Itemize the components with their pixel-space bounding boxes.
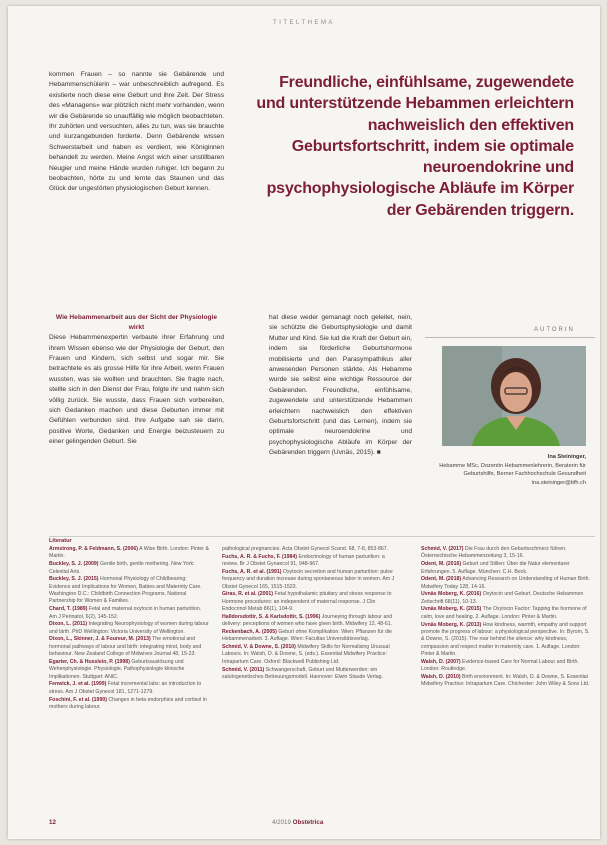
reference-text: The emotional and hormonal pathways of labour and birth: integrating mind, body and behaviour. New Zealand College of Midwives Journal 48, 15-23. <box>49 636 202 658</box>
reference-text: Fetal incremental labs: an introduction to stress. Am J Obstet Gynecol 181, 1271-1279. <box>49 681 202 695</box>
body-paragraph: hat diese weder gemanagt noch geleitet, nein, sie schützte die Geburtsphysiologie und damit Mutter und Kind. Sie lud die Kraft der Geburt ein, indem sie förderliche Geburtshormone mobilisierte und den Parasympathikus aller anwesenden Personen stärkte. Als Hebamme wurde sie selbst eine wichtige Ressource der Gebärenden. Freundliche, einfühlsame, zugewendete und unterstützende Hebammen erleichtern nachweislich den effektiven Geburtsfortschritt (und das Lernen), indem sie optimale neuroendokrine und psychophysiologische Abläufe im Körper der Gebärenden triggern (Uvnäs, 2015). ■ <box>269 314 412 457</box>
reference-entry <box>421 561 593 576</box>
reference-author: Egarter, Ch. & Husslein, P. (1998) <box>49 658 130 665</box>
body-paragraph: Diese Hebammenexpertin verbaute ihrer Erfahrung und ihrem Wissen ebenso wie der Physiologie der Geburt, den Frauen und Kindern, sich selbst und sogar mir. Sie betrachtete es als grosse Hilfe für ihre Arbeit, wenn Frauen wussten, was sie wollten und brauchten. Sie fragte nach, stellte sich in den Dienst der Frau, folgte ihr und nahm sich völlig zurück. Sie wusste, dass Frauen sich vorbereiten, sich Gedanken machen und diese Geburten immer mit Gefühlen verbunden sind. Ihre Aufgabe sah sie darin, positive Worte, Gedanken und Energie beizusteuern zu einer gelingenden Geburt. Sie <box>49 334 224 446</box>
reference-author: Fuchs, A. R. & Fuchs, F. (1984) <box>222 553 298 560</box>
reference-author: Fenwick, J. et al. (1999) <box>49 681 107 688</box>
reference-entry <box>222 591 397 613</box>
reference-entry <box>421 659 593 674</box>
reference-entry <box>421 546 593 561</box>
reference-author: Foschini, F. et al. (1990) <box>49 696 107 703</box>
reference-text: Die Frau durch den Geburtsschmerz führen. Österreichische Hebammenzeitung 3, 15-16. <box>421 546 567 560</box>
reference-author: Halldorsdottir, S. & Karlsdottir, S. (1996) <box>222 613 321 620</box>
reference-author: Odent, M. (2018) <box>421 576 462 583</box>
body-paragraph: kommen Frauen – so nannte sie Gebärende und Hebammenschülerin – war unbeschreiblich aufregend. Es existierte noch diese eine Geburt und ihre Zeit. Der Stress des «Managens» war plötzlich nicht mehr vorhanden, wenn wir die Gebärende so unauffällig wie möglich beobachteten. Ihr zuhörten und versuchten, alles zu tun, was sie brauchte und kurzangebunden forderte. Denn Gebärende wissen Schwerstarbeit und haben es verdient, wie Königinnen behandelt zu werden. Meine Angst wich einer unstillbaren Neugier und meine Hände wurden ruhiger. Ich begann zu beobachten, hörte zu und lernte das Staunen und das Glück der ungestörten physiologischen Geburt kennen. <box>49 71 224 193</box>
author-photo <box>442 346 586 446</box>
references-divider <box>49 536 595 537</box>
author-bio: Hebamme MSc, Dozentin Hebammenlehrerin, Beraterin für Geburtshilfe, Berner Fachhochschule Gesundheit <box>439 462 586 478</box>
article-column-left-top <box>49 70 224 195</box>
reference-entry <box>49 697 209 712</box>
reference-entry <box>49 659 209 681</box>
reference-entry <box>49 621 209 636</box>
reference-text: Oxytocin secretion and human parturition: pulse frequency and duration increase during spontaneous labor in women. Am J Obstet Gynecol 165, 1515-1523. <box>222 568 395 590</box>
pull-quote: Freundliche, einfühlsame, zugewendete und unterstützende Hebammen erleichtern nachweislich den effektiven Geburtsfortschritt, indem sie optimale neuroendokrine und psychophysiologische Abläufe im Körper der Gebärenden triggern. <box>256 74 574 219</box>
references-title: Literatur <box>49 538 72 544</box>
reference-entry <box>421 606 593 621</box>
reference-entry <box>421 591 593 606</box>
reference-text: Advancing Research on Understanding of Human Birth. Midwifery Today 128, 14-16. <box>421 576 590 590</box>
reference-text: pathological pregnancies. Acta Obstet Gynecol Scand. 68, 7-8, 853-867. <box>222 546 389 552</box>
reference-entry <box>222 546 397 553</box>
reference-entry <box>49 636 209 658</box>
reference-text: Endocrinology of human parturition: a review. Br J Obstet Gynaecol 91, 948-967. <box>222 553 385 568</box>
issue-number: 4/2019 <box>272 819 291 826</box>
reference-text: Fetal and maternal oxytocin in human parturition. Am J Perinatol, 6(2), 145-152. <box>49 606 202 620</box>
reference-text: Midwifery Skills for Normalising Unusual Labours. In: Walsh, D. & Downe, S. (eds.). Essential Midwifery Practice: Intrapartum Care. Oxford: Blackwell Publishing Ltd. <box>222 644 390 665</box>
reference-entry <box>222 644 397 666</box>
reference-author: Reckenbach, A. (2005) <box>222 628 277 635</box>
reference-author: Schmid, V. (2017) <box>421 546 464 552</box>
reference-text: Geburt ohne Komplikation. Wien: Pflanzen für die Hebammenarbeit. 3. Auflage. Wien: Facultas Universitätsverlag. <box>222 628 392 643</box>
author-name: Ina Steininger, <box>547 454 586 460</box>
reference-author: Walsh, D. (2010) <box>421 673 461 680</box>
reference-text: Changes in beta endorphins and cortisol in mothers during labour. <box>49 696 207 710</box>
reference-text: Geburtsauslösung und Wehenphysiologie. Physiologie, Pathophysiologie klinische Implikationen. Stuttgart: ANIC. <box>49 658 185 680</box>
reference-author: Schmid, V. & Downe, S. (2010) <box>222 644 296 651</box>
reference-text: Hormonal Physiology of Childbearing: Evidence and Implications for Women, Babies and Maternity Care. Washington D.C.: Childbirth Connection Programs, National Partnership for Women & Families. <box>49 576 202 605</box>
reference-author: Uvnäs Moberg, K. (2013) <box>421 621 482 628</box>
reference-author: Dixon, L. (2011) <box>49 621 88 628</box>
reference-text: Journeying through labour and delivery: perceptions of women who have given birth. Midwifery 12, 48-61. <box>222 613 393 628</box>
author-email[interactable]: ina.steininger@bfh.ch <box>531 479 586 486</box>
article-column-middle <box>269 313 412 459</box>
reference-entry <box>222 569 397 591</box>
reference-author: Buckley, S. J. (2015) <box>49 576 99 583</box>
reference-entry <box>421 576 593 591</box>
reference-author: Uvnäs Moberg, K. (2016) <box>421 591 482 598</box>
reference-author: Schmid, V. (2011) <box>222 666 265 673</box>
magazine-title: Obstetrica <box>292 819 324 826</box>
reference-entry <box>49 546 209 561</box>
references-column-2 <box>222 546 397 682</box>
reference-entry <box>222 614 397 629</box>
reference-author: Walsh, D. (2007) <box>421 658 461 665</box>
reference-text: Fetal hypothalamic pituitary and stress response to Hormone procedures: an independent of maternal response. J Clin Endocrinol Metab 86(1), 104-9. <box>222 591 392 613</box>
reference-author: Fuchs, A. R. et al. (1991) <box>222 568 282 575</box>
reference-author: Uvnäs Moberg, K. (2015) <box>421 606 482 613</box>
reference-author: Dixon, L., Skinner, J. & Foureur, M. (2013) <box>49 636 151 643</box>
article-column-left-bottom <box>49 313 224 448</box>
references-column-3 <box>421 546 593 689</box>
magazine-page <box>8 6 600 839</box>
reference-entry <box>49 681 209 696</box>
author-divider <box>425 337 595 338</box>
reference-text: Oxytocin und Geburt. Deutsche Hebammen Zeitschrift 68(11), 10-13. <box>421 591 584 605</box>
reference-entry <box>421 622 593 659</box>
reference-text: Geburt und Stillen: Über die Natur elementarer Erfahrungen. 5. Auflage. München: C.H. Beck. <box>421 561 570 575</box>
reference-entry <box>222 554 397 569</box>
reference-author: Chard, T. (1989) <box>49 606 88 613</box>
reference-text: Gentle birth, gentle mothering. New York: Celestial Arts. <box>49 561 195 575</box>
reference-author: Armstrong, P. & Feldmann, S. (2006) <box>49 546 138 552</box>
reference-entry <box>421 674 593 689</box>
references-column-1 <box>49 546 209 712</box>
author-caption <box>412 453 586 487</box>
reference-text: How kindness, warmth, empathy and support promote the progress of labour: a physiological perspective. In: Byrom, S. & Downe, S. (2015). The roar behind the silence: why kindness, compassion and respect matter in maternity care. 1. Auflage. London: Pinter & Martin. <box>421 621 590 658</box>
reference-entry <box>222 667 397 682</box>
reference-author: Buckley, S. J. (2009) <box>49 561 99 568</box>
reference-text: A Wise Birth. London: Pinter & Martin. <box>49 546 209 560</box>
reference-text: Integrating Neurophysiology of women during labour and birth. PhD Wellington: Victoria University of Wellington. <box>49 621 209 635</box>
reference-entry <box>49 606 209 621</box>
reference-entry <box>222 629 397 644</box>
author-section-label: AUTORIN <box>534 327 575 333</box>
page-number: 12 <box>49 819 56 826</box>
reference-text: Evidence-based Care for Normal Labour and Birth. London: Routledge. <box>421 658 579 673</box>
reference-text: Birth environment. In: Walsh, D. & Downe, S. Essential Midwifery Practice: Intrapartum Care. Chichester: John Wiley & Sons Ltd. <box>421 673 590 688</box>
footer-magazine <box>272 819 323 826</box>
reference-text: The Oxytocin Factor: Tapping the hormone of calm, love and healing. 2. Auflage. London: Pinter & Martin. <box>421 606 587 620</box>
reference-text: Schwangerschaft, Geburt und Mutterwerden: ein salutogenetisches Betreuungsmodell. Hannover: Elwin Staude Verlag. <box>222 666 383 680</box>
reference-entry <box>49 561 209 576</box>
reference-author: Giras, R. et al. (2001) <box>222 591 274 598</box>
section-label: TITELTHEMA <box>273 20 335 26</box>
reference-author: Odent, M. (2016) <box>421 561 462 568</box>
subheading: Wie Hebammenarbeit aus der Sicht der Physiologie wirkt <box>55 314 218 331</box>
reference-entry <box>49 576 209 606</box>
